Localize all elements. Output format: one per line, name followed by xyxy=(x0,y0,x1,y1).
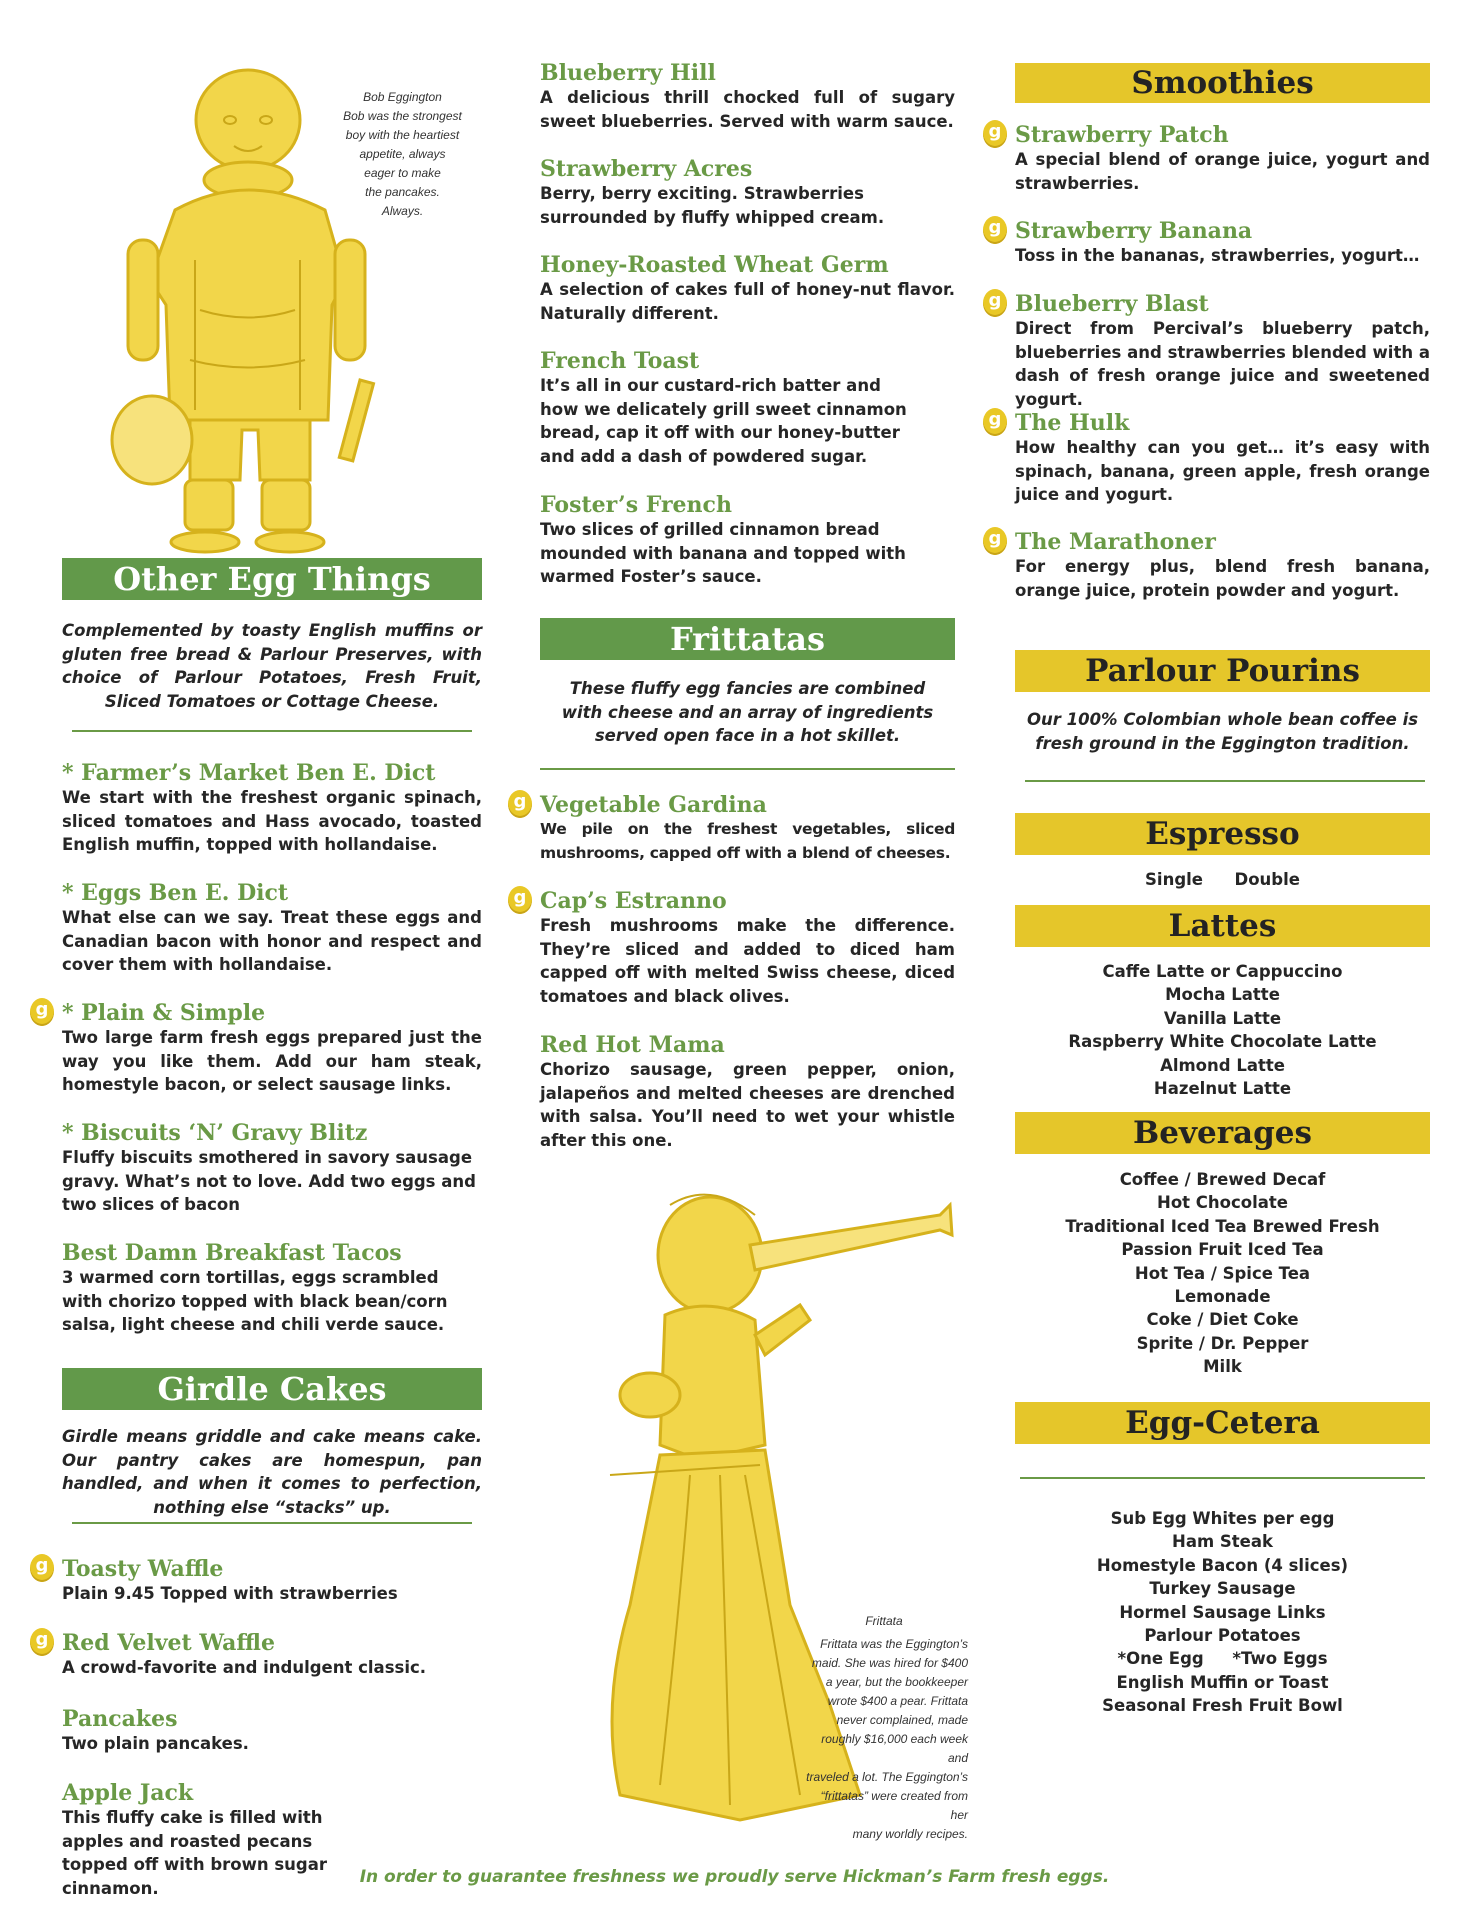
menu-item xyxy=(540,252,955,325)
menu-item xyxy=(988,217,1430,268)
frittata-caption-title: Frittata xyxy=(865,1614,903,1628)
item-description: A selection of cakes full of honey-nut flavor. Naturally different. xyxy=(540,280,955,323)
list-item: Ham Steak xyxy=(1172,1532,1273,1552)
item-title: Strawberry Patch xyxy=(1015,122,1229,148)
item-title: * Biscuits ‘N’ Gravy Blitz xyxy=(62,1120,368,1146)
menu-item xyxy=(62,1706,482,1756)
item-title: * Plain & Simple xyxy=(62,1000,266,1026)
item-title: Cap’s Estranno xyxy=(540,888,727,914)
bob-caption-title: Bob Eggington xyxy=(363,90,442,104)
list-item: Mocha Latte xyxy=(1165,985,1280,1005)
bob-caption-line: Bob was the strongest xyxy=(343,109,462,123)
item-title: Blueberry Hill xyxy=(540,60,716,86)
menu-item xyxy=(62,880,482,977)
egg-cetera-list xyxy=(1015,1507,1430,1718)
menu-item xyxy=(988,290,1430,411)
smoothies-heading: Smoothies xyxy=(1015,63,1430,103)
gluten-free-badge-icon: g xyxy=(30,1628,54,1656)
frittata-caption-line: never complained, made xyxy=(836,1713,968,1727)
frittata-caption-line: traveled a lot. The Eggington’s xyxy=(806,1770,968,1784)
lattes-heading: Lattes xyxy=(1015,905,1430,947)
section-divider xyxy=(72,730,472,732)
list-item: Lemonade xyxy=(1174,1287,1271,1307)
item-title: Vegetable Gardina xyxy=(540,792,767,818)
egg-cetera-heading: Egg-Cetera xyxy=(1015,1402,1430,1444)
frittata-caption-line: many worldly recipes. xyxy=(852,1827,968,1841)
parlour-pourins-heading: Parlour Pourins xyxy=(1015,650,1430,692)
parlour-pourins-note: Our 100% Colombian whole bean coffee is fresh ground in the Eggington tradition. xyxy=(1026,710,1419,753)
bob-caption xyxy=(330,88,475,221)
gluten-free-badge-icon: g xyxy=(983,120,1007,148)
frittata-caption-line: a year, but the bookkeeper xyxy=(825,1675,968,1689)
item-description: Plain 9.45 Topped with strawberries xyxy=(62,1584,398,1603)
girdle-cakes-heading: Girdle Cakes xyxy=(62,1368,482,1410)
gluten-free-badge-icon: g xyxy=(508,790,532,818)
item-title: * Farmer’s Market Ben E. Dict xyxy=(62,760,436,786)
menu-item xyxy=(540,348,910,468)
list-item: Traditional Iced Tea Brewed Fresh xyxy=(1065,1216,1380,1236)
frittata-caption-line: “frittatas” were created from her xyxy=(820,1789,968,1822)
menu-item xyxy=(35,1555,482,1606)
girdle-cakes-note: Girdle means griddle and cake means cake. Our pantry cakes are homespun, pan handled, and when it comes to perfection, nothing else “stacks” up. xyxy=(62,1427,482,1517)
menu-item xyxy=(540,492,915,589)
frittata-caption-line: maid. She was hired for $400 xyxy=(811,1656,968,1670)
menu-item xyxy=(988,409,1430,507)
gluten-free-badge-icon: g xyxy=(30,1554,54,1582)
list-item: *One Egg *Two Eggs xyxy=(1117,1649,1328,1669)
gluten-free-badge-icon: g xyxy=(508,886,532,914)
menu-item xyxy=(988,528,1430,602)
menu-item xyxy=(62,1240,482,1337)
item-description: Two plain pancakes. xyxy=(62,1734,249,1753)
item-title: Honey-Roasted Wheat Germ xyxy=(540,252,889,278)
item-description: What else can we say. Treat these eggs and Canadian bacon with honor and respect and cover them with hollandaise. xyxy=(62,908,482,974)
item-description: A delicious thrill chocked full of sugary sweet blueberries. Served with warm sauce. xyxy=(540,88,955,131)
item-description: Fresh mushrooms make the difference. They’re sliced and added to diced ham capped off with melted Swiss cheese, diced tomatoes and black olives. xyxy=(540,916,955,1006)
item-description: Chorizo sausage, green pepper, onion, jalapeños and melted cheeses are drenched with salsa. You’ll need to wet your whistle after this one. xyxy=(540,1060,955,1150)
section-divider xyxy=(1020,1477,1425,1479)
menu-item xyxy=(540,156,955,229)
other-egg-things-note: Complemented by toasty English muffins or gluten free bread & Parlour Preserves, with choice of Parlour Potatoes, Fresh Fruit, Sliced Tomatoes or Cottage Cheese. xyxy=(62,621,482,711)
item-description: Fluffy biscuits smothered in savory sausage gravy. What’s not to love. Add two eggs and two slices of bacon xyxy=(62,1148,476,1214)
menu-item xyxy=(35,999,482,1097)
menu-item xyxy=(988,121,1430,195)
item-description: We pile on the freshest vegetables, sliced mushrooms, capped off with a blend of cheeses. xyxy=(540,820,955,862)
bob-caption-line: Always. xyxy=(381,204,424,218)
gluten-free-badge-icon: g xyxy=(983,289,1007,317)
frittata-caption-line: Frittata was the Eggington’s xyxy=(820,1637,968,1651)
item-title: Red Velvet Waffle xyxy=(62,1630,275,1656)
item-description: Berry, berry exciting. Strawberries surrounded by fluffy whipped cream. xyxy=(540,184,885,227)
menu-item xyxy=(513,791,955,865)
list-item: Coke / Diet Coke xyxy=(1146,1310,1299,1330)
item-description: This fluffy cake is filled with apples and roasted pecans topped off with brown sugar cinnamon. xyxy=(62,1808,327,1898)
item-title: Best Damn Breakfast Tacos xyxy=(62,1240,402,1266)
bob-caption-line: appetite, always xyxy=(359,147,446,161)
item-description: Two large farm fresh eggs prepared just the way you like them. Add our ham steak, homestyle bacon, or select sausage links. xyxy=(62,1028,482,1094)
list-item: Sub Egg Whites per egg xyxy=(1110,1509,1335,1528)
item-title: Red Hot Mama xyxy=(540,1032,725,1058)
list-item: Milk xyxy=(1203,1357,1242,1377)
frittatas-note: These fluffy egg fancies are combined with cheese and an array of ingredients served open face in a hot skillet. xyxy=(561,679,934,745)
item-title: Strawberry Banana xyxy=(1015,218,1253,244)
gluten-free-badge-icon: g xyxy=(983,216,1007,244)
item-description: Two slices of grilled cinnamon bread mounded with banana and topped with warmed Foster’s sauce. xyxy=(540,520,906,586)
menu-item xyxy=(62,760,482,857)
item-description: Toss in the bananas, strawberries, yogurt… xyxy=(1015,246,1420,265)
menu-item xyxy=(513,887,955,1008)
item-title: * Eggs Ben E. Dict xyxy=(62,880,289,906)
gluten-free-badge-icon: g xyxy=(30,998,54,1026)
list-item: Caffe Latte or Cappuccino xyxy=(1102,962,1343,981)
gluten-free-badge-icon: g xyxy=(983,408,1007,436)
list-item: Hazelnut Latte xyxy=(1153,1079,1292,1099)
list-item: Almond Latte xyxy=(1160,1055,1285,1075)
beverages-heading: Beverages xyxy=(1015,1112,1430,1154)
item-description: A crowd-favorite and indulgent classic. xyxy=(62,1658,427,1677)
item-title: The Marathoner xyxy=(1015,529,1216,555)
item-description: We start with the freshest organic spinach, sliced tomatoes and Hass avocado, toasted English muffin, topped with hollandaise. xyxy=(62,788,482,854)
list-item: Parlour Potatoes xyxy=(1144,1626,1301,1646)
espresso-sizes xyxy=(1015,868,1430,891)
menu-item xyxy=(35,1629,482,1680)
list-item: Seasonal Fresh Fruit Bowl xyxy=(1102,1696,1343,1716)
item-title: French Toast xyxy=(540,348,700,374)
list-item: Sprite / Dr. Pepper xyxy=(1136,1333,1309,1353)
item-description: 3 warmed corn tortillas, eggs scrambled with chorizo topped with black bean/corn salsa, light cheese and chili verde sauce. xyxy=(62,1268,448,1334)
list-item: Hormel Sausage Links xyxy=(1119,1602,1326,1622)
frittata-caption-line: roughly $16,000 each week and xyxy=(821,1732,968,1765)
item-title: Strawberry Acres xyxy=(540,156,753,182)
list-item: Passion Fruit Iced Tea xyxy=(1121,1240,1324,1260)
espresso-heading: Espresso xyxy=(1015,813,1430,855)
section-divider xyxy=(72,1522,472,1524)
list-item: English Muffin or Toast xyxy=(1116,1672,1329,1692)
beverages-list xyxy=(1015,1168,1430,1379)
menu-item xyxy=(540,60,955,133)
item-title: Toasty Waffle xyxy=(62,1556,224,1582)
bob-caption-line: eager to make xyxy=(364,166,441,180)
gluten-free-badge-icon: g xyxy=(983,527,1007,555)
espresso-size-single: Single xyxy=(1145,870,1203,889)
frittata-caption-line: wrote $400 a pear. Frittata xyxy=(827,1694,968,1708)
section-divider xyxy=(1025,780,1425,782)
item-title: Blueberry Blast xyxy=(1015,291,1209,317)
item-title: Foster’s French xyxy=(540,492,732,518)
item-description: For energy plus, blend fresh banana, orange juice, protein powder and yogurt. xyxy=(1015,557,1430,600)
bob-caption-line: boy with the heartiest xyxy=(345,128,460,142)
item-title: Apple Jack xyxy=(62,1780,194,1806)
other-egg-things-heading: Other Egg Things xyxy=(62,558,482,600)
menu-item xyxy=(540,1032,955,1152)
list-item: Raspberry White Chocolate Latte xyxy=(1068,1032,1377,1052)
bob-caption-line: the pancakes. xyxy=(365,185,440,199)
list-item: Turkey Sausage xyxy=(1149,1579,1296,1599)
item-title: Pancakes xyxy=(62,1706,178,1732)
item-description: It’s all in our custard-rich batter and how we delicately grill sweet cinnamon bread, cap it off with our honey-butter and add a dash of powdered sugar. xyxy=(540,376,907,466)
list-item: Coffee / Brewed Decaf xyxy=(1119,1170,1326,1189)
item-description: How healthy can you get… it’s easy with spinach, banana, green apple, fresh orange juice and yogurt. xyxy=(1015,438,1430,504)
menu-item xyxy=(62,1120,482,1217)
list-item: Homestyle Bacon (4 slices) xyxy=(1096,1555,1349,1575)
espresso-size-double: Double xyxy=(1234,870,1300,889)
lattes-list xyxy=(1015,960,1430,1100)
section-divider xyxy=(540,768,955,770)
list-item: Vanilla Latte xyxy=(1163,1008,1282,1028)
frittatas-heading: Frittatas xyxy=(540,618,955,660)
item-description: A special blend of orange juice, yogurt and strawberries. xyxy=(1015,150,1430,193)
item-title: The Hulk xyxy=(1015,410,1130,436)
footer-note: In order to guarantee freshness we proudly serve Hickman’s Farm fresh eggs. xyxy=(359,1867,1110,1887)
frittata-caption xyxy=(800,1612,968,1844)
list-item: Hot Tea / Spice Tea xyxy=(1134,1263,1311,1283)
item-description: Direct from Percival’s blueberry patch, blueberries and strawberries blended with a dash of fresh orange juice and sweetened yogurt. xyxy=(1015,319,1430,409)
list-item: Hot Chocolate xyxy=(1157,1193,1288,1213)
